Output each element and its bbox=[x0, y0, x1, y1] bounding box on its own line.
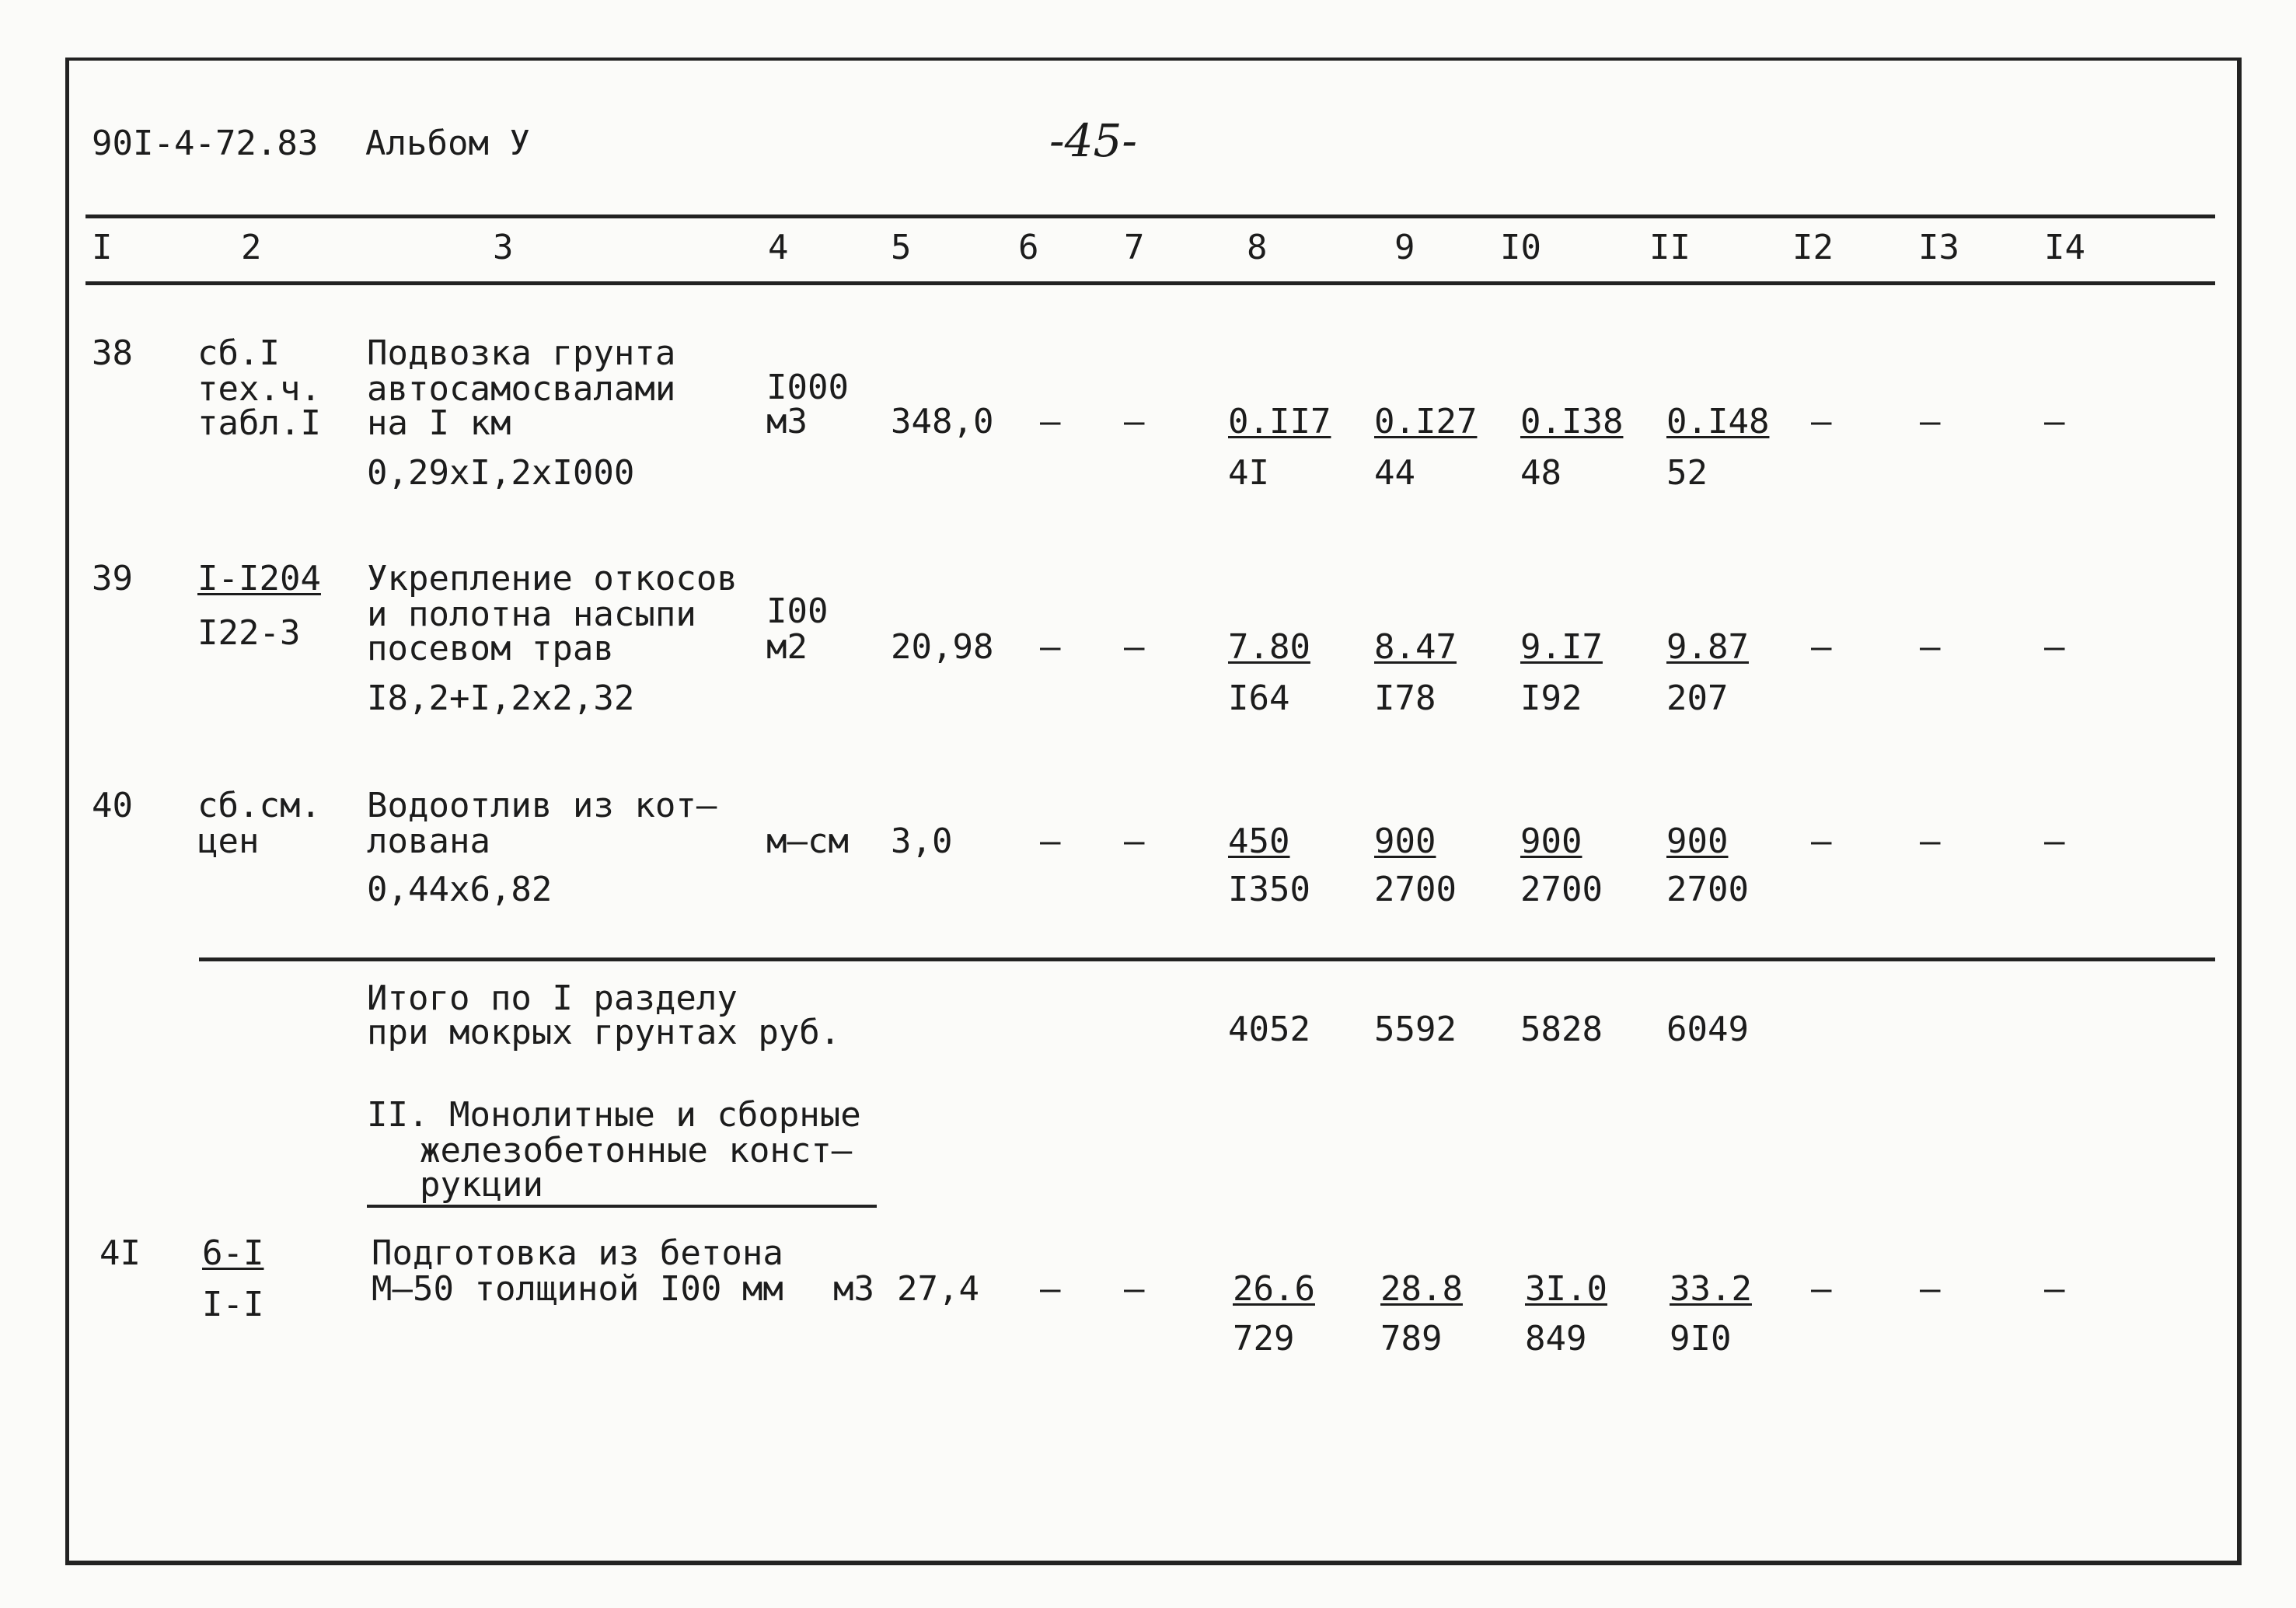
row-ref: тех.ч. bbox=[197, 369, 321, 409]
row-ref: I22-3 bbox=[197, 613, 301, 653]
col-1: I bbox=[92, 228, 113, 267]
row-number: 39 bbox=[92, 559, 133, 598]
row-val-bot: 2700 bbox=[1374, 870, 1457, 909]
row-ref: цен bbox=[197, 821, 260, 861]
total-value: 4052 bbox=[1228, 1010, 1310, 1049]
col-5: 5 bbox=[891, 228, 912, 267]
col-12: I2 bbox=[1792, 228, 1834, 267]
row-qty: 3,0 bbox=[891, 821, 953, 861]
row-col6: – bbox=[1040, 821, 1061, 861]
row-col7: – bbox=[1124, 821, 1145, 861]
row-val-top: 7.80 bbox=[1228, 627, 1310, 667]
doc-code: 90I-4-72.83 bbox=[92, 124, 319, 163]
col-9: 9 bbox=[1394, 228, 1415, 267]
row-val-top: 900 bbox=[1374, 821, 1436, 861]
row-val-top: 0.I27 bbox=[1374, 402, 1478, 441]
section-title-line: железобетонные конст– bbox=[420, 1131, 853, 1170]
row-val-bot: I350 bbox=[1228, 870, 1310, 909]
total-rule bbox=[199, 957, 2215, 961]
row-val-bot: 48 bbox=[1520, 453, 1561, 493]
row-col6: – bbox=[1040, 627, 1061, 667]
row-number: 38 bbox=[92, 333, 133, 373]
row-ref: табл.I bbox=[197, 403, 321, 443]
row-desc: Подвозка грунта bbox=[367, 333, 676, 373]
row-val-bot: 9I0 bbox=[1670, 1319, 1732, 1359]
row-qty: 348,0 bbox=[891, 402, 994, 441]
row-unit: м–см bbox=[766, 821, 849, 861]
row-col7: – bbox=[1124, 627, 1145, 667]
row-ref: 6-I bbox=[202, 1233, 264, 1273]
row-unit: I000 bbox=[766, 368, 849, 407]
row-col12: – bbox=[1811, 627, 1832, 667]
row-val-top: 0.I38 bbox=[1520, 402, 1624, 441]
row-desc: М–50 толщиной I00 мм bbox=[372, 1269, 783, 1309]
row-col12: – bbox=[1811, 402, 1832, 441]
album-label: Альбом У bbox=[365, 124, 530, 163]
col-14: I4 bbox=[2044, 228, 2085, 267]
row-col14: – bbox=[2044, 402, 2065, 441]
row-col13: – bbox=[1920, 627, 1941, 667]
row-val-top: 8.47 bbox=[1374, 627, 1457, 667]
row-val-top: 0.I48 bbox=[1666, 402, 1770, 441]
row-col13: – bbox=[1920, 402, 1941, 441]
row-number: 40 bbox=[92, 786, 133, 825]
row-desc: и полотна насыпи bbox=[367, 595, 696, 634]
row-val-bot: 52 bbox=[1666, 453, 1708, 493]
section-title-line: II. Монолитные и сборные bbox=[367, 1095, 861, 1135]
col-3: 3 bbox=[493, 228, 514, 267]
row-formula: 0,44x6,82 bbox=[367, 870, 553, 909]
col-4: 4 bbox=[768, 228, 789, 267]
row-col7: – bbox=[1124, 1269, 1145, 1309]
row-col14: – bbox=[2044, 627, 2065, 667]
col-10: I0 bbox=[1500, 228, 1541, 267]
row-unit: м3 bbox=[833, 1269, 874, 1309]
total-value: 5592 bbox=[1374, 1010, 1457, 1049]
row-val-bot: 4I bbox=[1228, 453, 1269, 493]
row-col12: – bbox=[1811, 821, 1832, 861]
row-val-bot: 2700 bbox=[1520, 870, 1603, 909]
row-qty: 20,98 bbox=[891, 627, 994, 667]
total-value: 6049 bbox=[1666, 1010, 1749, 1049]
row-ref: сб.см. bbox=[197, 786, 321, 825]
header-rule-bottom bbox=[85, 281, 2215, 285]
row-val-top: 26.6 bbox=[1233, 1269, 1315, 1309]
col-2: 2 bbox=[241, 228, 262, 267]
row-val-bot: 44 bbox=[1374, 453, 1415, 493]
col-6: 6 bbox=[1018, 228, 1039, 267]
row-desc: автосамосвалами bbox=[367, 369, 676, 409]
section-title-underline bbox=[367, 1205, 877, 1208]
row-val-top: 9.I7 bbox=[1520, 627, 1603, 667]
row-col14: – bbox=[2044, 1269, 2065, 1309]
row-col12: – bbox=[1811, 1269, 1832, 1309]
row-unit: м3 bbox=[766, 402, 808, 441]
row-val-top: 33.2 bbox=[1670, 1269, 1752, 1309]
row-col13: – bbox=[1920, 1269, 1941, 1309]
row-val-top: 900 bbox=[1666, 821, 1729, 861]
row-unit: I00 bbox=[766, 591, 829, 631]
total-value: 5828 bbox=[1520, 1010, 1603, 1049]
row-desc: посевом трав bbox=[367, 629, 614, 668]
row-val-bot: 207 bbox=[1666, 678, 1729, 718]
row-formula: I8,2+I,2x2,32 bbox=[367, 678, 635, 718]
row-col7: – bbox=[1124, 402, 1145, 441]
row-qty: 27,4 bbox=[897, 1269, 979, 1309]
row-desc: Водоотлив из кот– bbox=[367, 786, 717, 825]
row-val-top: 450 bbox=[1228, 821, 1290, 861]
row-val-top: 0.II7 bbox=[1228, 402, 1331, 441]
row-ref: I-I bbox=[202, 1285, 264, 1324]
col-11: II bbox=[1649, 228, 1691, 267]
row-col13: – bbox=[1920, 821, 1941, 861]
header-rule-top bbox=[85, 215, 2215, 218]
row-val-top: 9.87 bbox=[1666, 627, 1749, 667]
row-val-bot: 789 bbox=[1380, 1319, 1443, 1359]
row-col6: – bbox=[1040, 1269, 1061, 1309]
row-val-bot: 729 bbox=[1233, 1319, 1295, 1359]
row-number: 4I bbox=[99, 1233, 141, 1273]
row-ref: I-I204 bbox=[197, 559, 321, 598]
page-number: -45- bbox=[1049, 114, 1137, 167]
row-val-bot: I64 bbox=[1228, 678, 1290, 718]
row-val-top: 3I.0 bbox=[1525, 1269, 1607, 1309]
section-title-line: рукции bbox=[420, 1165, 543, 1205]
row-formula: 0,29xI,2xI000 bbox=[367, 453, 635, 493]
row-val-top: 28.8 bbox=[1380, 1269, 1463, 1309]
row-col14: – bbox=[2044, 821, 2065, 861]
row-desc: на I км bbox=[367, 403, 511, 443]
row-unit: м2 bbox=[766, 627, 808, 667]
total-label: при мокрых грунтах руб. bbox=[367, 1013, 841, 1052]
row-val-bot: I92 bbox=[1520, 678, 1582, 718]
col-7: 7 bbox=[1124, 228, 1145, 267]
row-val-bot: I78 bbox=[1374, 678, 1436, 718]
row-ref: сб.I bbox=[197, 333, 280, 373]
row-desc: Укрепление откосов bbox=[367, 559, 738, 598]
row-val-bot: 2700 bbox=[1666, 870, 1749, 909]
col-13: I3 bbox=[1918, 228, 1959, 267]
total-label: Итого по I разделу bbox=[367, 978, 738, 1018]
row-col6: – bbox=[1040, 402, 1061, 441]
col-8: 8 bbox=[1247, 228, 1268, 267]
row-desc: Подготовка из бетона bbox=[372, 1233, 783, 1273]
row-val-bot: 849 bbox=[1525, 1319, 1587, 1359]
row-desc: лована bbox=[367, 821, 490, 861]
row-val-top: 900 bbox=[1520, 821, 1582, 861]
